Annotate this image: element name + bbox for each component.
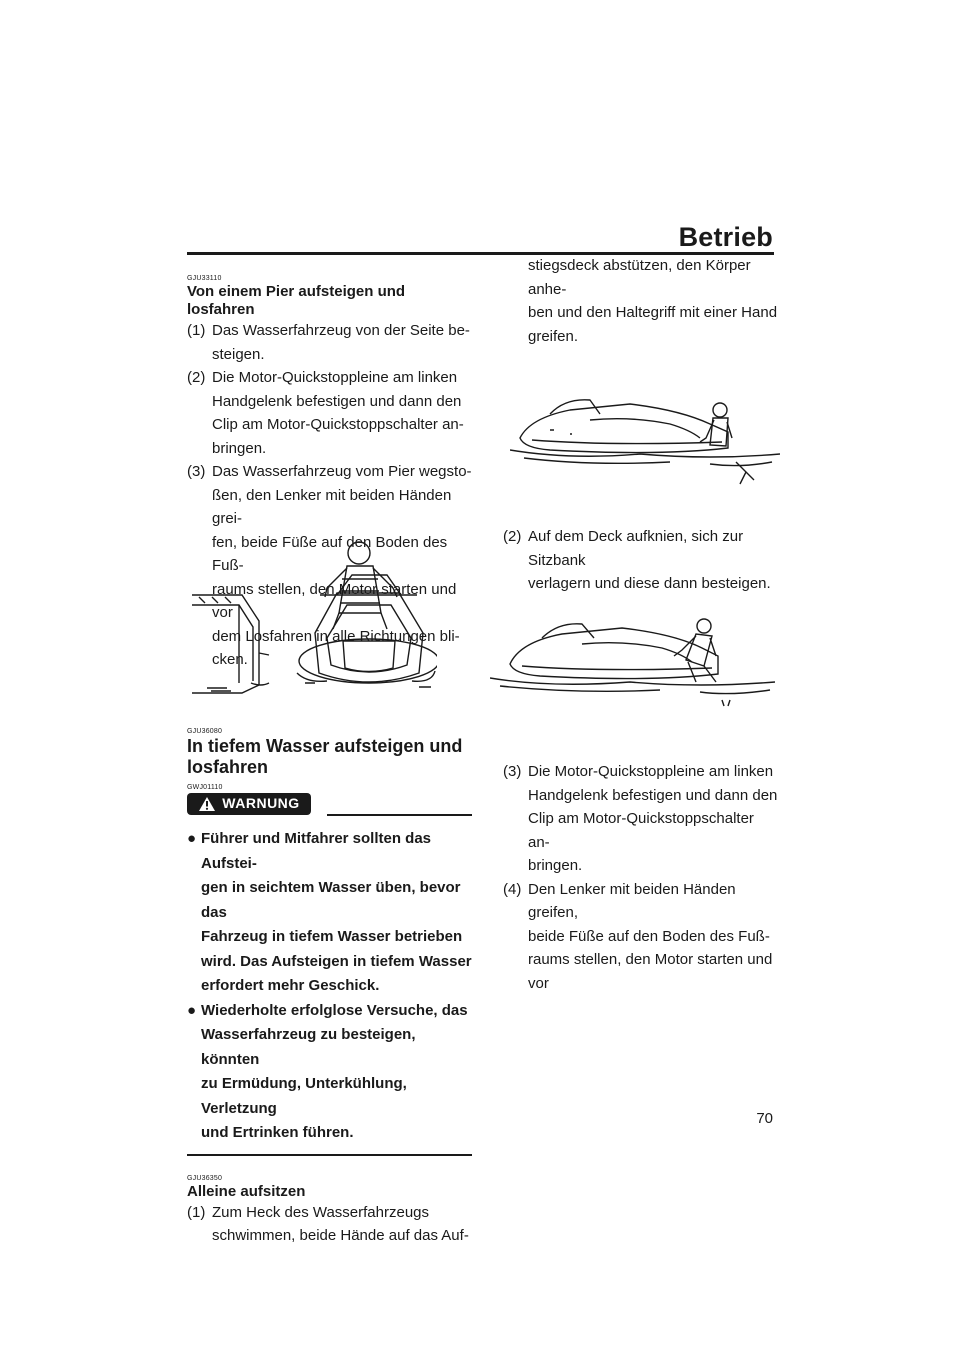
text-line: gen in seichtem Wasser üben, bevor das [201, 879, 461, 921]
text-line: dem Losfahren in alle Richtungen bli- [212, 627, 460, 645]
text-line: Wiederholte erfolglose Versuche, das [201, 1001, 468, 1019]
section-alone [187, 1174, 472, 1248]
right-steps-3-4 [503, 760, 778, 995]
page-title: Betrieb [678, 222, 773, 252]
text-line: Handgelenk befestigen und dann den [212, 392, 462, 410]
step-item [187, 319, 472, 366]
warning-label: WARNUNG [222, 795, 300, 812]
step-text [528, 760, 778, 878]
bullet-icon: ● [187, 830, 197, 847]
text-line: Das Wasserfahrzeug von der Seite be- [212, 322, 470, 339]
section-code: GJU36080 [187, 728, 223, 735]
warning-end-rule [187, 1154, 472, 1156]
step-item [503, 878, 778, 996]
right-step-2 [503, 525, 778, 596]
step-item [503, 525, 778, 596]
section-code: GJU33110 [187, 275, 222, 282]
section-heading: In tiefem Wasser aufsteigen und [187, 736, 463, 756]
text-line: zu Ermüdung, Unterkühlung, Verletzung [201, 1075, 407, 1117]
step-item [187, 1201, 472, 1248]
text-line: ßen, den Lenker mit beiden Händen grei- [212, 486, 452, 527]
step-number: (4) [503, 880, 522, 898]
step-number: (2) [187, 369, 206, 386]
step-item [503, 760, 778, 878]
text-line: greifen. [528, 327, 579, 345]
pier-drawing [192, 595, 269, 693]
water-line-drawing [490, 678, 775, 706]
step-text [528, 525, 778, 596]
text-line: bringen. [528, 857, 583, 874]
text-line: fen, beide Füße auf den Boden des Fuß- [212, 533, 448, 574]
text-line: Fahrzeug in tiefem Wasser betrieben [201, 928, 463, 945]
step-number: (3) [503, 763, 522, 780]
illustration-kneel-on-deck [490, 612, 775, 712]
section-deep-water [187, 727, 472, 1248]
page-number: 70 [756, 1110, 773, 1127]
text-line: Die Motor-Quickstoppleine am linken [528, 763, 774, 780]
step-text [528, 878, 778, 996]
text-line: steigen. [212, 345, 265, 363]
text-line: Führer und Mitfahrer sollten das Aufstei- [201, 830, 432, 872]
watercraft-side-drawing [520, 400, 728, 453]
text-line: beide Füße auf den Boden des Fuß- [528, 927, 770, 945]
text-line: Clip am Motor-Quickstoppschalter an- [528, 810, 754, 851]
step-text [212, 1201, 472, 1248]
step-text [212, 366, 472, 460]
bullet-icon: ● [187, 1001, 197, 1019]
right-column-top [503, 254, 778, 348]
text-line: Handgelenk befestigen und dann den [528, 786, 778, 804]
warning-code: GWJ01110 [187, 784, 223, 791]
swimmer-drawing [700, 403, 754, 484]
warning-badge [187, 793, 311, 815]
rider-drawing [325, 542, 397, 629]
text-line: Zum Heck des Wasserfahrzeugs [212, 1203, 430, 1221]
text-line: Auf dem Deck aufknien, sich zur Sitzbank [528, 528, 744, 569]
illustration-pier-boarding [187, 533, 437, 698]
text-line: Den Lenker mit beiden Händen greifen, [528, 880, 736, 921]
section-heading: Von einem Pier aufsteigen und losfahren [187, 283, 406, 318]
text-line: Wasserfahrzeug zu besteigen, könnten [201, 1026, 416, 1068]
watercraft-side-drawing [510, 624, 718, 679]
watercraft-rear-drawing [297, 575, 437, 687]
section-heading: Alleine aufsitzen [187, 1182, 306, 1200]
text-line: raums stellen, den Motor starten und vor [528, 951, 773, 992]
kneeling-person-drawing [674, 619, 716, 682]
text-line: und Ertrinken führen. [201, 1124, 354, 1141]
warning-bullet [187, 827, 472, 999]
step-number: (3) [187, 463, 206, 480]
step-number: (2) [503, 528, 522, 545]
text-line: ben und den Haltegriff mit einer Hand [528, 304, 778, 321]
text-line: cken. [212, 651, 248, 668]
step-item [187, 366, 472, 460]
step-text [212, 319, 472, 366]
illustration-stern-boarding [510, 390, 780, 490]
warning-text [201, 827, 472, 999]
text-line: Die Motor-Quickstoppleine am linken [212, 369, 458, 386]
step-number: (1) [187, 322, 206, 339]
warning-list [187, 827, 472, 1146]
text-line: schwimmen, beide Hände auf das Auf- [212, 1227, 469, 1244]
warning-rule [327, 814, 472, 816]
warning-text [201, 999, 472, 1146]
text-line: bringen. [212, 439, 267, 457]
text-line: Das Wasserfahrzeug vom Pier wegsto- [212, 463, 472, 480]
text-line: verlagern und diese dann besteigen. [528, 575, 771, 592]
warning-header [187, 793, 472, 817]
step-number: (1) [187, 1203, 206, 1221]
step-continuation [503, 254, 778, 348]
warning-bullet [187, 999, 472, 1146]
section-code: GJU36350 [187, 1174, 223, 1182]
section-heading-cont: losfahren [187, 757, 269, 777]
text-line: Clip am Motor-Quickstoppschalter an- [212, 416, 464, 433]
text-line: erfordert mehr Geschick. [201, 977, 380, 994]
warning-triangle-icon [198, 796, 216, 812]
text-line: stiegsdeck abstützen, den Körper anhe- [528, 257, 751, 298]
text-line: wird. Das Aufsteigen in tiefem Wasser [201, 952, 472, 970]
text-line: raums stellen, den Motor starten und vor [212, 580, 457, 621]
